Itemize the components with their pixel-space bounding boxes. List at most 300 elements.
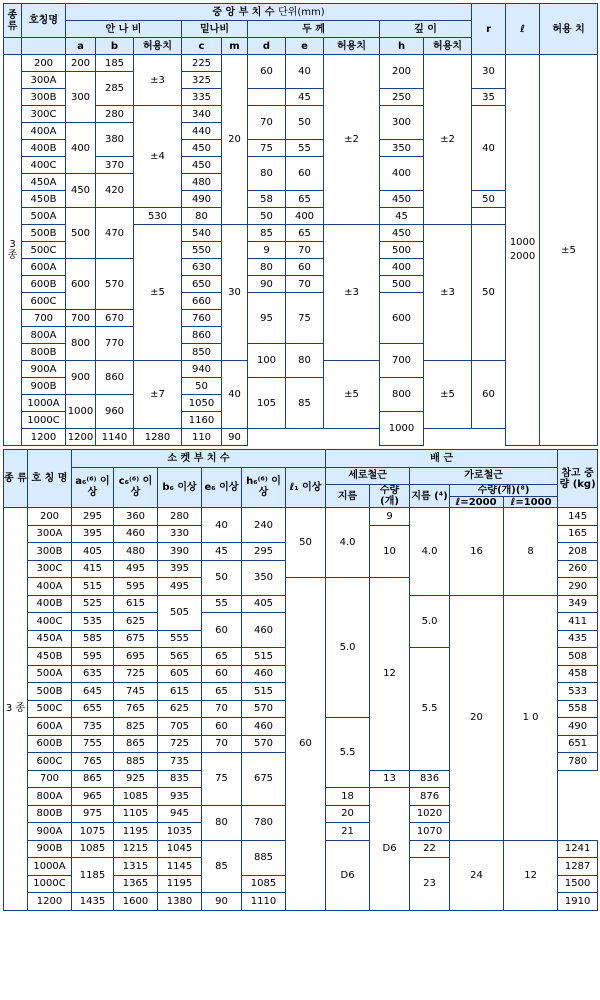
weight-cell: 1910: [558, 893, 598, 911]
e-cell: 90: [222, 429, 248, 446]
b-header: b: [96, 38, 134, 55]
h-cell: 500: [380, 276, 424, 293]
b-cell: 960: [96, 395, 134, 429]
unit-label: 단위(mm): [278, 6, 325, 18]
h-cell: 400: [380, 157, 424, 191]
c-cell: 650: [182, 276, 222, 293]
de-tol-cell: ±5: [324, 361, 380, 429]
d-cell: 75: [248, 140, 286, 157]
socket-dim-header: 소 켓 부 치 수: [72, 450, 326, 468]
c6-cell: 360: [114, 508, 158, 526]
kind-cell: 3 종: [4, 55, 22, 446]
c6-cell: 1365: [114, 875, 158, 893]
weight-cell: 533: [558, 683, 598, 701]
e-cell: 80: [286, 344, 324, 378]
l1-header: ℓ₁ 이상: [286, 467, 326, 508]
weight-cell: 208: [558, 543, 598, 561]
weight-cell: 876: [410, 788, 450, 806]
weight-cell: 1241: [558, 840, 598, 858]
b-cell: 285: [96, 72, 134, 106]
name-cell: 400C: [28, 613, 72, 631]
h-cell: 500: [380, 242, 424, 259]
e-cell: 50: [286, 106, 324, 140]
a-cell: 500: [66, 208, 96, 259]
a6-cell: 1085: [72, 840, 114, 858]
name-cell: 600B: [22, 276, 66, 293]
c-cell: 660: [182, 293, 222, 310]
d-cell: 70: [248, 106, 286, 140]
d-header: d: [248, 38, 286, 55]
l-cell: 1000 2000: [506, 55, 540, 446]
h-cell: 400: [380, 259, 424, 276]
h-tol-cell: ±3: [424, 225, 472, 361]
v-qty-cell: 21: [326, 823, 370, 841]
b6-cell: 945: [158, 805, 202, 823]
name-cell: 200: [22, 55, 66, 72]
c6-cell: 695: [114, 648, 158, 666]
c6-cell: 595: [114, 578, 158, 596]
name-cell: 500B: [28, 683, 72, 701]
r-header: r: [472, 4, 506, 55]
e6-cell: 65: [202, 648, 242, 666]
e6-cell: 75: [202, 753, 242, 806]
rebar-header: 배 근: [326, 450, 558, 468]
horizontal-rebar-header: 가로철근: [410, 467, 558, 485]
c-cell: 1280: [134, 429, 182, 446]
de-tol-header: 허용치: [324, 38, 380, 55]
h6-cell: 675: [242, 753, 286, 806]
l1-cell: 50: [286, 508, 326, 578]
h6-cell: 240: [242, 508, 286, 543]
name-cell: 400A: [28, 578, 72, 596]
d-cell: 90: [248, 276, 286, 293]
h6-cell: 460: [242, 613, 286, 648]
b-cell: 1140: [96, 429, 134, 446]
c6-cell: 460: [114, 525, 158, 543]
h-cell: 250: [380, 89, 424, 106]
a-cell: 400: [66, 123, 96, 174]
b6-cell: 495: [158, 578, 202, 596]
c-cell: 940: [182, 361, 222, 378]
c-cell: 340: [182, 106, 222, 123]
a-cell: 800: [66, 327, 96, 361]
h-qty-title: 수량(개)(⁸): [477, 485, 530, 496]
b-cell: 860: [96, 361, 134, 395]
spec-sheet: [3, 3, 597, 911]
weight-cell: 411: [558, 613, 598, 631]
b6-cell: 605: [158, 665, 202, 683]
h6-cell: 570: [242, 735, 286, 753]
ab-tol-cell: ±5: [134, 225, 182, 361]
b-cell: 420: [96, 174, 134, 208]
c6-cell: 1215: [114, 840, 158, 858]
de-tol-cell: ±3: [324, 225, 380, 361]
name-header: 호 칭 명: [28, 450, 72, 508]
d-cell: 85: [248, 225, 286, 242]
a6-cell: 525: [72, 595, 114, 613]
e-cell: 50: [248, 208, 286, 225]
c6-cell: 1195: [114, 823, 158, 841]
weight-cell: 508: [558, 648, 598, 666]
b6-cell: 835: [158, 770, 202, 788]
v-qty-cell: 12: [370, 578, 410, 771]
name-cell: 700: [28, 770, 72, 788]
a-cell: 1200: [66, 429, 96, 446]
d-cell: 80: [248, 157, 286, 191]
e6-header: e₆ 이상: [202, 467, 242, 508]
c-cell: 530: [134, 208, 182, 225]
c-cell: 450: [182, 157, 222, 174]
c6-cell: 1085: [114, 788, 158, 806]
e-cell: 55: [286, 140, 324, 157]
h-tol-header: 허용치: [424, 38, 472, 55]
b6-cell: 615: [158, 683, 202, 701]
c-cell: 490: [182, 191, 222, 208]
l2000-header: ℓ=2000: [450, 497, 505, 508]
e6-cell: 90: [202, 893, 242, 911]
name-cell: 900A: [22, 361, 66, 378]
weight-cell: 780: [558, 753, 598, 771]
ab-tol-cell: ±3: [134, 55, 182, 106]
name-cell: 500A: [28, 665, 72, 683]
q2000-cell: 20: [450, 595, 504, 840]
h-cell: 450: [380, 191, 424, 208]
q1000-cell: 12: [504, 840, 558, 910]
h-cell: 200: [380, 55, 424, 89]
name-cell: 1000C: [28, 875, 72, 893]
a-header: a: [66, 38, 96, 55]
c-cell: 550: [182, 242, 222, 259]
de-tol-cell: ±2: [324, 55, 380, 225]
c-cell: 50: [182, 378, 222, 395]
name-cell: 300A: [28, 525, 72, 543]
h-cell: 300: [380, 106, 424, 140]
e6-cell: 70: [202, 735, 242, 753]
d-cell: 110: [182, 429, 222, 446]
h-cell: 450: [380, 225, 424, 242]
b-cell: 470: [96, 208, 134, 259]
r-cell: 50: [472, 191, 506, 208]
b6-cell: 1045: [158, 840, 202, 858]
name-cell: 300C: [28, 560, 72, 578]
e-cell: 65: [286, 191, 324, 208]
name-cell: 500A: [22, 208, 66, 225]
r-cell: 50: [472, 225, 506, 361]
l-header: ℓ: [506, 4, 540, 55]
e-cell: 65: [286, 225, 324, 242]
weight-cell: 558: [558, 700, 598, 718]
e6-cell: 40: [202, 508, 242, 543]
a6-cell: 1075: [72, 823, 114, 841]
e-cell: 45: [286, 89, 324, 106]
m-header: m: [222, 38, 248, 55]
socket-rebar-table: [3, 449, 598, 911]
q2000-cell: 24: [450, 840, 504, 910]
b-cell: 670: [96, 310, 134, 327]
h-cell: 700: [380, 344, 424, 378]
weight-cell: 1500: [558, 875, 598, 893]
h6-header: h₆⁽⁶⁾ 이상: [242, 467, 286, 508]
a6-cell: 415: [72, 560, 114, 578]
weight-cell: 490: [558, 718, 598, 736]
name-cell: 500B: [22, 225, 66, 242]
name-cell: 300B: [28, 543, 72, 561]
c6-cell: 1105: [114, 805, 158, 823]
name-cell: 500C: [22, 242, 66, 259]
a6-cell: 535: [72, 613, 114, 631]
r-cell: 45: [380, 208, 424, 225]
a6-cell: 1185: [72, 858, 114, 893]
h6-cell: 515: [242, 683, 286, 701]
name-cell: 1200: [22, 429, 66, 446]
weight-cell: 435: [558, 630, 598, 648]
v-qty-cell: 22: [410, 840, 450, 858]
name-cell: 1200: [28, 893, 72, 911]
c-header: c: [182, 38, 222, 55]
v-dia-header: 지름: [326, 485, 370, 508]
a6-cell: 645: [72, 683, 114, 701]
q1000-cell: 8: [504, 508, 558, 596]
c6-cell: 675: [114, 630, 158, 648]
d-cell: 105: [248, 378, 286, 429]
name-cell: 400C: [22, 157, 66, 174]
name-cell: 400A: [22, 123, 66, 140]
r-cell: 35: [472, 89, 506, 106]
c6-cell: 765: [114, 700, 158, 718]
c-cell: 225: [182, 55, 222, 72]
v-qty-cell: 13: [370, 770, 410, 788]
central-dimensions-table: [3, 3, 598, 446]
weight-cell: 1020: [410, 805, 450, 823]
q2000-cell: 16: [450, 508, 504, 596]
c6-cell: 925: [114, 770, 158, 788]
e6-cell: 50: [202, 560, 242, 595]
c6-cell: 885: [114, 753, 158, 771]
ab-tol-header: 허용치: [134, 38, 182, 55]
e6-cell: 70: [202, 700, 242, 718]
c-cell: 440: [182, 123, 222, 140]
m-cell: 30: [222, 225, 248, 361]
d-cell-blank: [248, 89, 286, 106]
b6-cell: 1145: [158, 858, 202, 876]
name-cell: 600C: [28, 753, 72, 771]
d-cell: 60: [248, 55, 286, 89]
a6-cell: 515: [72, 578, 114, 596]
h-dia-header: 지름 (⁴): [410, 485, 450, 508]
h-cell: 600: [380, 293, 424, 344]
name-cell: 700: [22, 310, 66, 327]
b6-cell: 735: [158, 753, 202, 771]
kind-header-cont: [4, 38, 22, 55]
inner-width-header: 안 나 비: [66, 21, 182, 38]
m-cell: 20: [222, 55, 248, 225]
weight-cell: 165: [558, 525, 598, 543]
name-cell: 400B: [22, 140, 66, 157]
h6-cell: 405: [242, 595, 286, 613]
a6-cell: 655: [72, 700, 114, 718]
h6-cell: 885: [242, 840, 286, 875]
b6-cell: 1195: [158, 875, 202, 893]
a6-cell: 405: [72, 543, 114, 561]
vertical-rebar-header: 세로철근: [326, 467, 410, 485]
b-cell: 370: [96, 157, 134, 174]
c6-cell: 1600: [114, 893, 158, 911]
c6-cell: 625: [114, 613, 158, 631]
c-cell: 1160: [182, 412, 222, 429]
c-cell: 325: [182, 72, 222, 89]
h-dia-cell: 5.0: [410, 595, 450, 648]
v-dia-cell: 5.0: [326, 578, 370, 718]
e6-cell: 60: [202, 665, 242, 683]
b6-cell: 1380: [158, 893, 202, 911]
ab-tol-cell: ±4: [134, 106, 182, 208]
b6-cell: 935: [158, 788, 202, 806]
h6-cell: 460: [242, 718, 286, 736]
c6-cell: 825: [114, 718, 158, 736]
h6-cell: 460: [242, 665, 286, 683]
b6-cell: 395: [158, 560, 202, 578]
c-cell: 760: [182, 310, 222, 327]
name-header: 호칭명: [22, 4, 66, 38]
h-tol-cell: ±5: [424, 361, 472, 429]
h-cell: 1000: [380, 412, 424, 446]
d-cell: 9: [248, 242, 286, 259]
thickness-header: 두 께: [248, 21, 380, 38]
weight-cell: 1287: [558, 858, 598, 876]
r-cell: 30: [472, 55, 506, 89]
e-header: e: [286, 38, 324, 55]
c6-cell: 495: [114, 560, 158, 578]
a6-cell: 635: [72, 665, 114, 683]
c-cell: 540: [182, 225, 222, 242]
name-cell: 600A: [22, 259, 66, 276]
h-cell: 800: [380, 378, 424, 412]
weight-header: 참고 중량 (kg): [558, 450, 598, 508]
b6-cell: 1035: [158, 823, 202, 841]
name-cell: 900A: [28, 823, 72, 841]
name-cell: 1000A: [22, 395, 66, 412]
h-cell: 350: [380, 140, 424, 157]
v-qty-header: 수량 (개): [370, 485, 410, 508]
name-cell: 800B: [22, 344, 66, 361]
name-cell: 450A: [28, 630, 72, 648]
name-cell: 800A: [22, 327, 66, 344]
l1-cell: 60: [286, 578, 326, 911]
h-dia-cell: 5.5: [410, 648, 450, 771]
h6-cell: 1085: [242, 875, 286, 893]
v-dia-cell: 5.5: [326, 718, 370, 788]
v-dia-cell: 4.0: [326, 508, 370, 578]
name-cell: 200: [28, 508, 72, 526]
e-cell: 60: [286, 157, 324, 191]
b-cell: 570: [96, 259, 134, 310]
name-cell: 900B: [22, 378, 66, 395]
a6-cell: 975: [72, 805, 114, 823]
e-cell: 40: [286, 55, 324, 89]
a6-cell: 585: [72, 630, 114, 648]
c-cell: 860: [182, 327, 222, 344]
name-cell: 1000A: [28, 858, 72, 876]
c6-cell: 725: [114, 665, 158, 683]
weight-cell: 458: [558, 665, 598, 683]
e-cell: 60: [286, 259, 324, 276]
h6-cell: 515: [242, 648, 286, 666]
b6-cell: 705: [158, 718, 202, 736]
e-cell: 70: [286, 276, 324, 293]
c-cell: 630: [182, 259, 222, 276]
name-cell: 300A: [22, 72, 66, 89]
ab-tol-cell: ±7: [134, 361, 182, 429]
b-cell: 770: [96, 327, 134, 361]
a6-cell: 295: [72, 508, 114, 526]
v-qty-cell: 10: [370, 525, 410, 578]
a6-header: a₆⁽⁶⁾ 이상: [72, 467, 114, 508]
e6-cell: 60: [202, 613, 242, 648]
name-header-cont: [22, 38, 66, 55]
a6-cell: 735: [72, 718, 114, 736]
weight-cell: 290: [558, 578, 598, 596]
center-dim-header: 중 앙 부 치 수 단위(mm): [66, 4, 472, 21]
d-cell: 58: [248, 191, 286, 208]
v-qty-cell: 18: [326, 788, 370, 806]
a-cell: 1000: [66, 395, 96, 429]
c-cell: 450: [182, 140, 222, 157]
name-cell: 800B: [28, 805, 72, 823]
b6-cell: 625: [158, 700, 202, 718]
a-cell: 300: [66, 72, 96, 123]
name-cell: 400B: [28, 595, 72, 613]
h6-cell: 570: [242, 700, 286, 718]
weight-cell: 260: [558, 560, 598, 578]
weight-cell: 836: [410, 770, 450, 788]
a-cell: 700: [66, 310, 96, 327]
b6-cell: 330: [158, 525, 202, 543]
c6-header: c₆⁽⁶⁾ 이상: [114, 467, 158, 508]
h-dia-cell: 4.0: [410, 508, 450, 596]
e6-cell: 65: [202, 683, 242, 701]
a6-cell: 1435: [72, 893, 114, 911]
b6-cell: 505: [158, 595, 202, 630]
a6-cell: 965: [72, 788, 114, 806]
d-cell: 100: [248, 344, 286, 378]
c-cell: 335: [182, 89, 222, 106]
c6-cell: 615: [114, 595, 158, 613]
a6-cell: 395: [72, 525, 114, 543]
a6-cell: 755: [72, 735, 114, 753]
r-cell: 40: [472, 106, 506, 191]
h-tol-cell: ±2: [424, 55, 472, 225]
h-dia-cell: D6: [370, 788, 410, 911]
a6-cell: 595: [72, 648, 114, 666]
l1000-header: ℓ=1000: [510, 497, 552, 508]
name-cell: 300B: [22, 89, 66, 106]
e6-cell: 85: [202, 840, 242, 893]
v-qty-cell: 9: [370, 508, 410, 526]
l-tol-cell: ±5: [540, 55, 598, 446]
e6-cell: 45: [202, 543, 242, 561]
e6-cell: 60: [202, 718, 242, 736]
c6-cell: 865: [114, 735, 158, 753]
e-cell: 70: [286, 242, 324, 259]
h6-cell: 780: [242, 805, 286, 840]
b-cell: 380: [96, 123, 134, 157]
c6-cell: 480: [114, 543, 158, 561]
a6-cell: 765: [72, 753, 114, 771]
h6-cell: 295: [242, 543, 286, 561]
name-cell: 600C: [22, 293, 66, 310]
b6-cell: 390: [158, 543, 202, 561]
c6-cell: 745: [114, 683, 158, 701]
